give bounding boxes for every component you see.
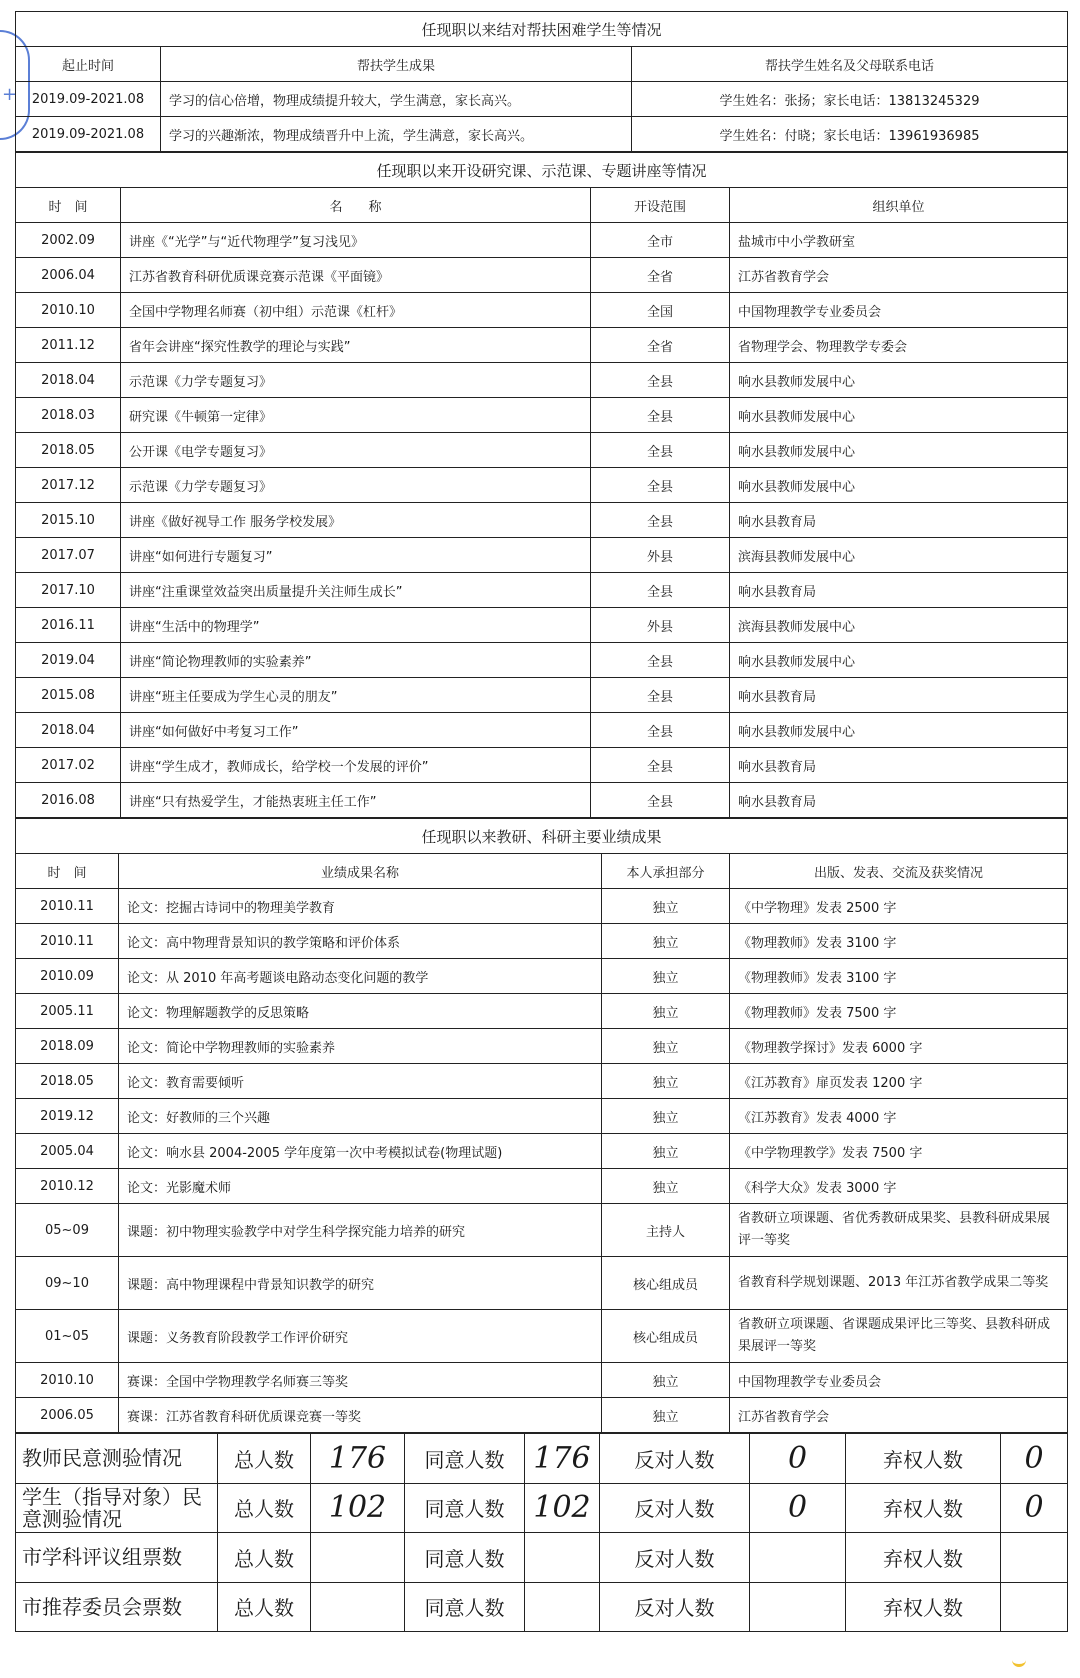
scope-cell: 全县 <box>591 643 730 678</box>
section-title: 任现职以来教研、科研主要业绩成果 <box>16 819 1068 854</box>
table-row <box>16 1169 1068 1204</box>
vote-results-table <box>15 1433 1068 1632</box>
name-cell: 讲座“学生成才，教师成长，给学校一个发展的评价” <box>121 748 591 783</box>
scope-cell: 全县 <box>591 713 730 748</box>
section-title: 任现职以来开设研究课、示范课、专题讲座等情况 <box>16 153 1068 188</box>
column-header: 本人承担部分 <box>602 854 730 889</box>
name-cell: 研究课《牛顿第一定律》 <box>121 398 591 433</box>
organizer-cell: 响水县教师发展中心 <box>730 363 1068 398</box>
scope-cell: 外县 <box>591 538 730 573</box>
name-cell: 示范课《力学专题复习》 <box>121 363 591 398</box>
vote-total-value: 176 <box>311 1434 405 1484</box>
role-cell: 独立 <box>602 994 730 1029</box>
date-cell: 2010.10 <box>16 293 121 328</box>
column-header: 业绩成果名称 <box>119 854 602 889</box>
date-cell: 2018.04 <box>16 363 121 398</box>
table-row <box>16 1099 1068 1134</box>
date-cell: 2005.04 <box>16 1134 119 1169</box>
vote-total-label: 总人数 <box>218 1582 311 1632</box>
vote-abstain-label: 弃权人数 <box>846 1434 1001 1484</box>
table-row <box>16 398 1068 433</box>
date-cell: 2010.10 <box>16 1363 119 1398</box>
name-cell: 讲座“生活中的物理学” <box>121 608 591 643</box>
scope-cell: 全县 <box>591 468 730 503</box>
table-row <box>16 258 1068 293</box>
table-row <box>16 1064 1068 1099</box>
role-cell: 核心组成员 <box>602 1257 730 1310</box>
publication-cell: 省教研立项课题、省优秀教研成果奖、县教科研成果展评一等奖 <box>730 1204 1068 1257</box>
organizer-cell: 响水县教师发展中心 <box>730 433 1068 468</box>
name-cell: 公开课《电学专题复习》 <box>121 433 591 468</box>
vote-abstain-value: 0 <box>1001 1434 1068 1484</box>
date-cell: 2018.05 <box>16 433 121 468</box>
achievement-cell: 论文：教育需要倾听 <box>119 1064 602 1099</box>
publication-cell: 《物理教师》发表 3100 字 <box>730 924 1068 959</box>
date-cell: 2005.11 <box>16 994 119 1029</box>
table-row <box>16 1363 1068 1398</box>
role-cell: 独立 <box>602 1363 730 1398</box>
vote-row <box>16 1582 1068 1632</box>
name-cell: 讲座《“光学”与“近代物理学”复习浅见》 <box>121 223 591 258</box>
lectures-table <box>15 152 1068 818</box>
role-cell: 独立 <box>602 924 730 959</box>
vote-oppose-value: 0 <box>750 1434 846 1484</box>
vote-row <box>16 1533 1068 1583</box>
scope-cell: 全市 <box>591 223 730 258</box>
section-title-row <box>16 153 1068 188</box>
scope-cell: 全省 <box>591 258 730 293</box>
publication-cell: 《物理教师》发表 7500 字 <box>730 994 1068 1029</box>
date-cell: 2016.08 <box>16 783 121 818</box>
role-cell: 核心组成员 <box>602 1310 730 1363</box>
role-cell: 独立 <box>602 1169 730 1204</box>
table-row <box>16 82 1068 117</box>
column-header: 开设范围 <box>591 188 730 223</box>
role-cell: 独立 <box>602 1029 730 1064</box>
vote-abstain-label: 弃权人数 <box>846 1533 1001 1583</box>
achievement-cell: 论文：挖掘古诗词中的物理美学教育 <box>119 889 602 924</box>
result-cell: 学习的信心倍增，物理成绩提升较大，学生满意，家长高兴。 <box>161 82 632 117</box>
column-header: 帮扶学生姓名及父母联系电话 <box>632 47 1068 82</box>
vote-abstain-value <box>1001 1582 1068 1632</box>
date-cell: 2017.12 <box>16 468 121 503</box>
date-cell: 2011.12 <box>16 328 121 363</box>
name-cell: 示范课《力学专题复习》 <box>121 468 591 503</box>
vote-oppose-label: 反对人数 <box>600 1533 750 1583</box>
date-cell: 2018.03 <box>16 398 121 433</box>
role-cell: 独立 <box>602 1064 730 1099</box>
role-cell: 独立 <box>602 1099 730 1134</box>
achievement-cell: 论文：简论中学物理教师的实验素养 <box>119 1029 602 1064</box>
date-cell: 2002.09 <box>16 223 121 258</box>
organizer-cell: 响水县教师发展中心 <box>730 713 1068 748</box>
organizer-cell: 响水县教师发展中心 <box>730 643 1068 678</box>
vote-agree-value: 176 <box>525 1434 600 1484</box>
scope-cell: 全县 <box>591 678 730 713</box>
vote-abstain-label: 弃权人数 <box>846 1483 1001 1533</box>
period-cell: 2019.09-2021.08 <box>16 82 161 117</box>
date-cell: 2018.05 <box>16 1064 119 1099</box>
vote-total-value: 102 <box>311 1483 405 1533</box>
vote-oppose-value <box>750 1533 846 1583</box>
name-cell: 讲座“如何做好中考复习工作” <box>121 713 591 748</box>
date-cell: 2010.11 <box>16 889 119 924</box>
table-row <box>16 924 1068 959</box>
scope-cell: 全县 <box>591 573 730 608</box>
vote-category-label: 教师民意测验情况 <box>16 1434 218 1484</box>
header-row <box>16 188 1068 223</box>
table-row <box>16 1310 1068 1363</box>
achievement-cell: 赛课：江苏省教育科研优质课竞赛一等奖 <box>119 1398 602 1433</box>
vote-row <box>16 1434 1068 1484</box>
student-contact-cell: 学生姓名：张扬；家长电话：13813245329 <box>632 82 1068 117</box>
date-cell: 2017.02 <box>16 748 121 783</box>
name-cell: 讲座“简论物理教师的实验素养” <box>121 643 591 678</box>
publication-cell: 《科学大众》发表 3000 字 <box>730 1169 1068 1204</box>
column-header: 时 间 <box>16 854 119 889</box>
table-row <box>16 363 1068 398</box>
table-row <box>16 608 1068 643</box>
publication-cell: 《江苏教育》发表 4000 字 <box>730 1099 1068 1134</box>
research-achievements-table <box>15 818 1068 1433</box>
column-header: 出版、发表、交流及获奖情况 <box>730 854 1068 889</box>
organizer-cell: 盐城市中小学教研室 <box>730 223 1068 258</box>
achievement-cell: 课题：高中物理课程中背景知识教学的研究 <box>119 1257 602 1310</box>
table-row <box>16 468 1068 503</box>
date-cell: 2015.10 <box>16 503 121 538</box>
name-cell: 讲座“如何进行专题复习” <box>121 538 591 573</box>
vote-category-label: 市学科评议组票数 <box>16 1533 218 1583</box>
table-row <box>16 748 1068 783</box>
table-row <box>16 713 1068 748</box>
date-cell: 05~09 <box>16 1204 119 1257</box>
date-cell: 2019.12 <box>16 1099 119 1134</box>
vote-total-label: 总人数 <box>218 1533 311 1583</box>
role-cell: 独立 <box>602 1398 730 1433</box>
scope-cell: 全县 <box>591 783 730 818</box>
achievement-cell: 论文：物理解题教学的反思策略 <box>119 994 602 1029</box>
column-header: 起止时间 <box>16 47 161 82</box>
table-row <box>16 1204 1068 1257</box>
scope-cell: 全县 <box>591 503 730 538</box>
date-cell: 2019.04 <box>16 643 121 678</box>
vote-abstain-label: 弃权人数 <box>846 1582 1001 1632</box>
achievement-cell: 课题：初中物理实验教学中对学生科学探究能力培养的研究 <box>119 1204 602 1257</box>
table-row <box>16 223 1068 258</box>
section-title: 任现职以来结对帮扶困难学生等情况 <box>16 12 1068 47</box>
organizer-cell: 滨海县教师发展中心 <box>730 608 1068 643</box>
date-cell: 2018.04 <box>16 713 121 748</box>
header-row <box>16 854 1068 889</box>
organizer-cell: 响水县教育局 <box>730 678 1068 713</box>
name-cell: 江苏省教育科研优质课竞赛示范课《平面镜》 <box>121 258 591 293</box>
date-cell: 2006.05 <box>16 1398 119 1433</box>
publication-cell: 《中学物理教学》发表 7500 字 <box>730 1134 1068 1169</box>
table-row <box>16 643 1068 678</box>
publication-cell: 省教研立项课题、省课题成果评比三等奖、县教科研成果展评一等奖 <box>730 1310 1068 1363</box>
vote-oppose-label: 反对人数 <box>600 1582 750 1632</box>
table-row <box>16 1398 1068 1433</box>
organizer-cell: 响水县教育局 <box>730 573 1068 608</box>
table-row <box>16 433 1068 468</box>
table-row <box>16 538 1068 573</box>
vote-total-value <box>311 1582 405 1632</box>
role-cell: 独立 <box>602 889 730 924</box>
achievement-cell: 赛课：全国中学物理教学名师赛三等奖 <box>119 1363 602 1398</box>
student-contact-cell: 学生姓名：付晓；家长电话：13961936985 <box>632 117 1068 152</box>
name-cell: 全国中学物理名师赛（初中组）示范课《杠杆》 <box>121 293 591 328</box>
stamp-cross-mark: + <box>2 84 18 105</box>
table-row <box>16 1134 1068 1169</box>
scope-cell: 全国 <box>591 293 730 328</box>
scope-cell: 全县 <box>591 363 730 398</box>
organizer-cell: 响水县教师发展中心 <box>730 468 1068 503</box>
achievement-cell: 论文：光影魔术师 <box>119 1169 602 1204</box>
vote-agree-label: 同意人数 <box>405 1582 525 1632</box>
organizer-cell: 响水县教师发展中心 <box>730 398 1068 433</box>
table-row <box>16 503 1068 538</box>
date-cell: 2010.11 <box>16 924 119 959</box>
date-cell: 2017.07 <box>16 538 121 573</box>
table-row <box>16 1257 1068 1310</box>
scope-cell: 外县 <box>591 608 730 643</box>
publication-cell: 《物理教学探讨》发表 6000 字 <box>730 1029 1068 1064</box>
date-cell: 01~05 <box>16 1310 119 1363</box>
date-cell: 2010.09 <box>16 959 119 994</box>
vote-oppose-value: 0 <box>750 1483 846 1533</box>
vote-agree-value <box>525 1582 600 1632</box>
name-cell: 讲座“班主任要成为学生心灵的朋友” <box>121 678 591 713</box>
scope-cell: 全县 <box>591 433 730 468</box>
role-cell: 主持人 <box>602 1204 730 1257</box>
column-header: 时 间 <box>16 188 121 223</box>
date-cell: 2006.04 <box>16 258 121 293</box>
vote-total-label: 总人数 <box>218 1483 311 1533</box>
publication-cell: 《物理教师》发表 3100 字 <box>730 959 1068 994</box>
vote-agree-label: 同意人数 <box>405 1483 525 1533</box>
achievement-cell: 论文：响水县 2004-2005 学年度第一次中考模拟试卷(物理试题) <box>119 1134 602 1169</box>
section-title-row <box>16 12 1068 47</box>
organizer-cell: 响水县教育局 <box>730 503 1068 538</box>
role-cell: 独立 <box>602 959 730 994</box>
vote-category-label: 学生（指导对象）民意测验情况 <box>16 1483 218 1533</box>
table-row <box>16 573 1068 608</box>
role-cell: 独立 <box>602 1134 730 1169</box>
organizer-cell: 滨海县教师发展中心 <box>730 538 1068 573</box>
vote-category-label: 市推荐委员会票数 <box>16 1582 218 1632</box>
vote-agree-value: 102 <box>525 1483 600 1533</box>
date-cell: 09~10 <box>16 1257 119 1310</box>
period-cell: 2019.09-2021.08 <box>16 117 161 152</box>
name-cell: 讲座“注重课堂效益突出质量提升关注师生成长” <box>121 573 591 608</box>
publication-cell: 《江苏教育》扉页发表 1200 字 <box>730 1064 1068 1099</box>
scope-cell: 全县 <box>591 398 730 433</box>
table-row <box>16 328 1068 363</box>
date-cell: 2016.11 <box>16 608 121 643</box>
date-cell: 2010.12 <box>16 1169 119 1204</box>
header-row <box>16 47 1068 82</box>
vote-abstain-value <box>1001 1533 1068 1583</box>
table-row <box>16 783 1068 818</box>
vote-row <box>16 1483 1068 1533</box>
vote-abstain-value: 0 <box>1001 1483 1068 1533</box>
publication-cell: 省教育科学规划课题、2013 年江苏省教学成果二等奖 <box>730 1257 1068 1310</box>
vote-oppose-label: 反对人数 <box>600 1434 750 1484</box>
student-assistance-table <box>15 11 1068 152</box>
table-row <box>16 994 1068 1029</box>
vote-agree-label: 同意人数 <box>405 1434 525 1484</box>
column-header: 帮扶学生成果 <box>161 47 632 82</box>
column-header: 名 称 <box>121 188 591 223</box>
organizer-cell: 响水县教育局 <box>730 748 1068 783</box>
organizer-cell: 响水县教育局 <box>730 783 1068 818</box>
publication-cell: 《中学物理》发表 2500 字 <box>730 889 1068 924</box>
organizer-cell: 省物理学会、物理教学专委会 <box>730 328 1068 363</box>
achievement-cell: 论文：高中物理背景知识的教学策略和评价体系 <box>119 924 602 959</box>
vote-oppose-value <box>750 1582 846 1632</box>
column-header: 组织单位 <box>730 188 1068 223</box>
name-cell: 讲座《做好视导工作 服务学校发展》 <box>121 503 591 538</box>
name-cell: 省年会讲座“探究性教学的理论与实践” <box>121 328 591 363</box>
table-row <box>16 1029 1068 1064</box>
vote-oppose-label: 反对人数 <box>600 1483 750 1533</box>
scope-cell: 全省 <box>591 328 730 363</box>
date-cell: 2018.09 <box>16 1029 119 1064</box>
name-cell: 讲座“只有热爱学生，才能热衷班主任工作” <box>121 783 591 818</box>
publication-cell: 中国物理教学专业委员会 <box>730 1363 1068 1398</box>
vote-agree-value <box>525 1533 600 1583</box>
date-cell: 2017.10 <box>16 573 121 608</box>
table-row <box>16 889 1068 924</box>
evaluation-form <box>15 11 1067 1632</box>
vote-total-value <box>311 1533 405 1583</box>
achievement-cell: 论文：好教师的三个兴趣 <box>119 1099 602 1134</box>
date-cell: 2015.08 <box>16 678 121 713</box>
publication-cell: 江苏省教育学会 <box>730 1398 1068 1433</box>
organizer-cell: 中国物理教学专业委员会 <box>730 293 1068 328</box>
section-title-row <box>16 819 1068 854</box>
result-cell: 学习的兴趣渐浓，物理成绩晋升中上流，学生满意，家长高兴。 <box>161 117 632 152</box>
table-row <box>16 293 1068 328</box>
scope-cell: 全县 <box>591 748 730 783</box>
vote-agree-label: 同意人数 <box>405 1533 525 1583</box>
achievement-cell: 课题：义务教育阶段教学工作评价研究 <box>119 1310 602 1363</box>
vote-total-label: 总人数 <box>218 1434 311 1484</box>
organizer-cell: 江苏省教育学会 <box>730 258 1068 293</box>
achievement-cell: 论文：从 2010 年高考题谈电路动态变化问题的教学 <box>119 959 602 994</box>
table-row <box>16 678 1068 713</box>
corner-watermark <box>1012 1656 1026 1667</box>
table-row <box>16 117 1068 152</box>
table-row <box>16 959 1068 994</box>
